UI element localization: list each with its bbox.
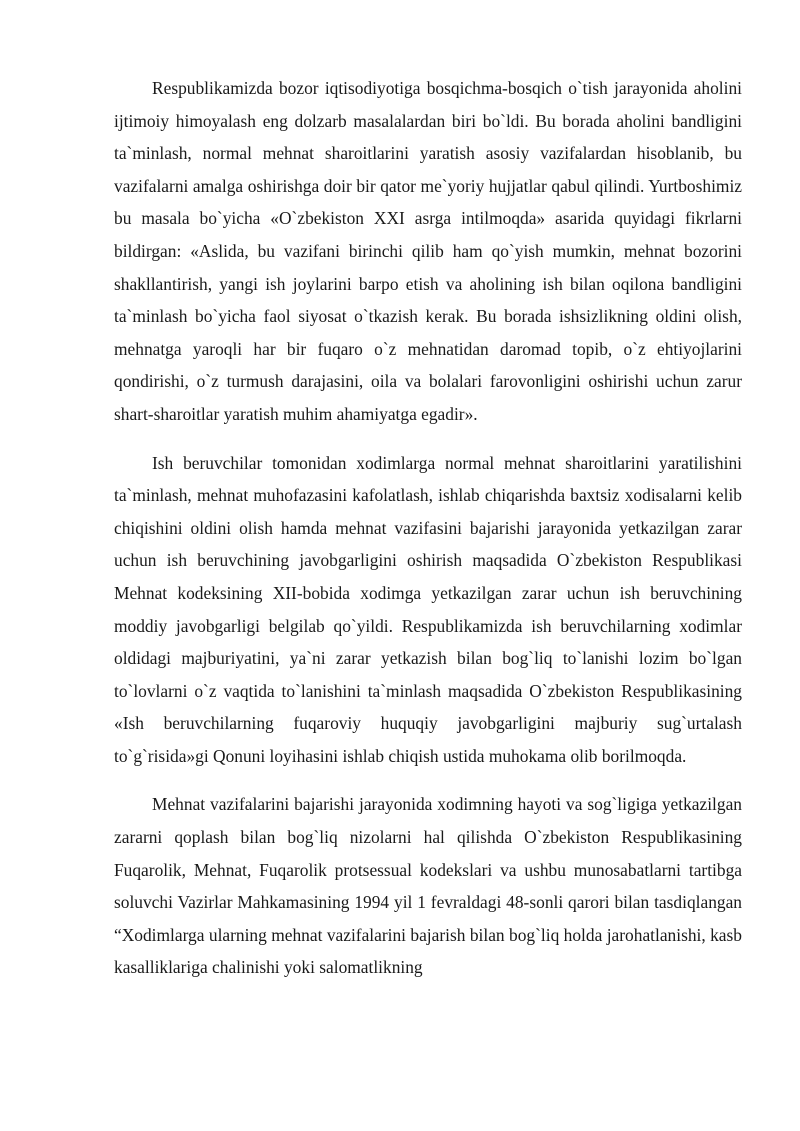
- paragraph-2: Ish beruvchilar tomonidan xodimlarga normal mehnat sharoitlarini yaratilishini ta`minlash, mehnat muhofazasini kafolatlash, ishlab chiqarishda baxtsiz xodisalarni kelib chiqishini oldini olish hamda mehnat vazifasini bajarishi jarayonida yetkazilgan zarar uchun ish beruvchining javobgarligini oshirish maqsadida O`zbekiston Respublikasi Mehnat kodeksining XII-bobida xodimga yetkazilgan zarar uchun ish beruvchining moddiy javobgarligi belgilab qo`yildi. Respublikamizda ish beruvchilarning xodimlar oldidagi majburiyatini, ya`ni zarar yetkazish bilan bog`liq to`lanishi lozim bo`lgan to`lovlarni o`z vaqtida to`lanishini ta`minlash maqsadida O`zbekiston Respublikasining «Ish beruvchilarning fuqaroviy huquqiy javobgarligini majburiy sug`urtalash to`g`risida»gi Qonuni loyihasini ishlab chiqish ustida muhokama olib borilmoqda.: [114, 452, 742, 766]
- paragraph-1: Respublikamizda bozor iqtisodiyotiga bosqichma-bosqich o`tish jarayonida aholini ijtimoiy himoyalash eng dolzarb masalalardan biri bo`ldi. Bu borada aholini bandligini ta`minlash, normal mehnat sharoitlarini yaratish asosiy vazifalardan hisoblanib, bu vazifalarni amalga oshirishga doir bir qator me`yoriy hujjatlar qabul qilindi. Yurtboshimiz bu masala bo`yicha «O`zbekiston XXI asrga intilmoqda» asarida quyidagi fikrlarni bildirgan: «Aslida, bu vazifani birinchi qilib ham qo`yish mumkin, mehnat bozorini shakllantirish, yangi ish joylarini barpo etish va aholining ish bilan oqilona bandligini ta`minlash bo`yicha faol siyosat o`tkazish kerak. Bu borada ishsizlikning oldini olish, mehnatga yaroqli har bir fuqaro o`z mehnatidan daromad topib, o`z ehtiyojlarini qondirishi, o`z turmush darajasini, oila va bolalari farovonligini oshirishi uchun zarur shart-sharoitlar yaratish muhim ahamiyatga egadir».: [114, 78, 742, 424]
- paragraph-3: Mehnat vazifalarini bajarishi jarayonida xodimning hayoti va sog`ligiga yetkazilgan zararni qoplash bilan bog`liq nizolarni hal qilishda O`zbekiston Respublikasining Fuqarolik, Mehnat, Fuqarolik protsessual kodekslari va ushbu munosabatlarni tartibga soluvchi Vazirlar Mahkamasining 1994 yil 1 fevraldagi 48-sonli qarori bilan tasdiqlangan “Xodimlarga ularning mehnat vazifalarini bajarish bilan bog`liq holda jarohatlanishi, kasb kasalliklariga chalinishi yoki salomatlikning: [114, 794, 742, 978]
- document-page: [114, 72, 742, 1000]
